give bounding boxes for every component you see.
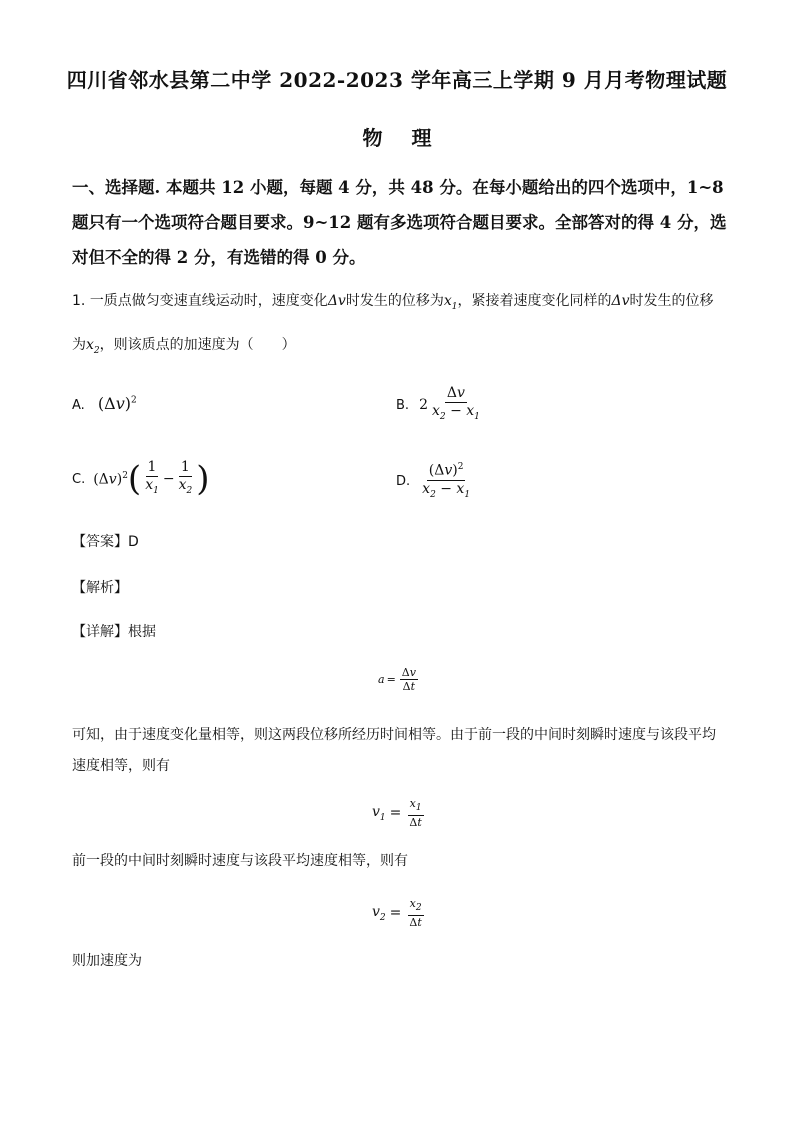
question-1-line-1: 1. 一质点做匀变速直线运动时，速度变化Δv时发生的位移为$x_1$，紧接着速度变化同样的Δv时发生的位移	[72, 293, 714, 312]
detail-tag: 【详解】	[72, 624, 128, 640]
subject-heading: 物 理	[362, 126, 432, 150]
option-d	[396, 459, 474, 503]
option-b-coefficient: 2	[419, 397, 428, 414]
detail-line: 【详解】根据	[72, 624, 156, 640]
option-d-label: D.	[396, 473, 411, 489]
formula-acceleration: a = $\frac{\Delta v}{\Delta t}$	[378, 666, 416, 693]
answer-tag: 【答案】	[72, 534, 128, 550]
option-a	[72, 394, 137, 413]
option-b-fraction: $\frac{\Delta v}{x_2 - x_1}$	[431, 385, 480, 422]
section-instructions: 一、选择题. 本题共 12 小题，每题 4 分，共 48 分。在每小题给出的四个选项中，1~8 题只有一个选项符合题目要求。9~12 题有多选项符合题目要求。全部答对的得 4 分，选对但不全的得 2 分，有选错的得 0 分。	[72, 178, 727, 267]
answer-line	[72, 531, 139, 551]
x2-symbol: $x_2$	[86, 337, 100, 356]
document-title: 四川省邻水县第二中学 2022-2023 学年高三上学期 9 月月考物理试题	[66, 68, 728, 92]
option-c-label: C.	[72, 471, 86, 487]
detail-paragraph-2: 前一段的中间时刻瞬时速度与该段平均速度相等，则有	[72, 853, 408, 869]
option-b	[396, 385, 484, 426]
detail-paragraph-1: 可知，由于速度变化量相等，则这两段位移所经历时间相等。由于前一段的中间时刻瞬时速度与该段平均速度相等，则有	[72, 727, 716, 774]
formula-v1: $v_1$ = $\frac{x_1}{\Delta t}$	[372, 797, 422, 830]
option-a-formula: $(\Delta v)^2$	[97, 394, 137, 413]
detail-paragraph-3: 则加速度为	[72, 953, 142, 969]
question-1-line-2: 为$x_2$，则该质点的加速度为（ ）	[72, 337, 296, 356]
option-c-formula: $(\Delta v)^2$	[93, 471, 128, 488]
question-text: 一质点做匀变速直线运动时，速度变化	[89, 293, 328, 309]
delta-v-symbol: Δv	[611, 293, 630, 309]
answer-value: D	[128, 534, 139, 550]
option-d-fraction: $\frac{(\Delta v)^2}{x_2 - x_1}$	[420, 459, 472, 503]
option-b-label: B.	[396, 397, 410, 413]
delta-v-symbol: Δv	[327, 293, 346, 309]
analysis-tag: 【解析】	[72, 580, 128, 596]
question-number: 1.	[72, 293, 86, 309]
formula-v2: $v_2$ = $\frac{x_2}{\Delta t}$	[372, 897, 422, 930]
x1-symbol: $x_1$	[443, 293, 458, 312]
option-c: C. $(\Delta v)^2$ ( $\frac{1}{x_1}$ − $\frac{1}{x_2}$ )	[72, 459, 210, 500]
option-a-label: A.	[72, 398, 85, 413]
